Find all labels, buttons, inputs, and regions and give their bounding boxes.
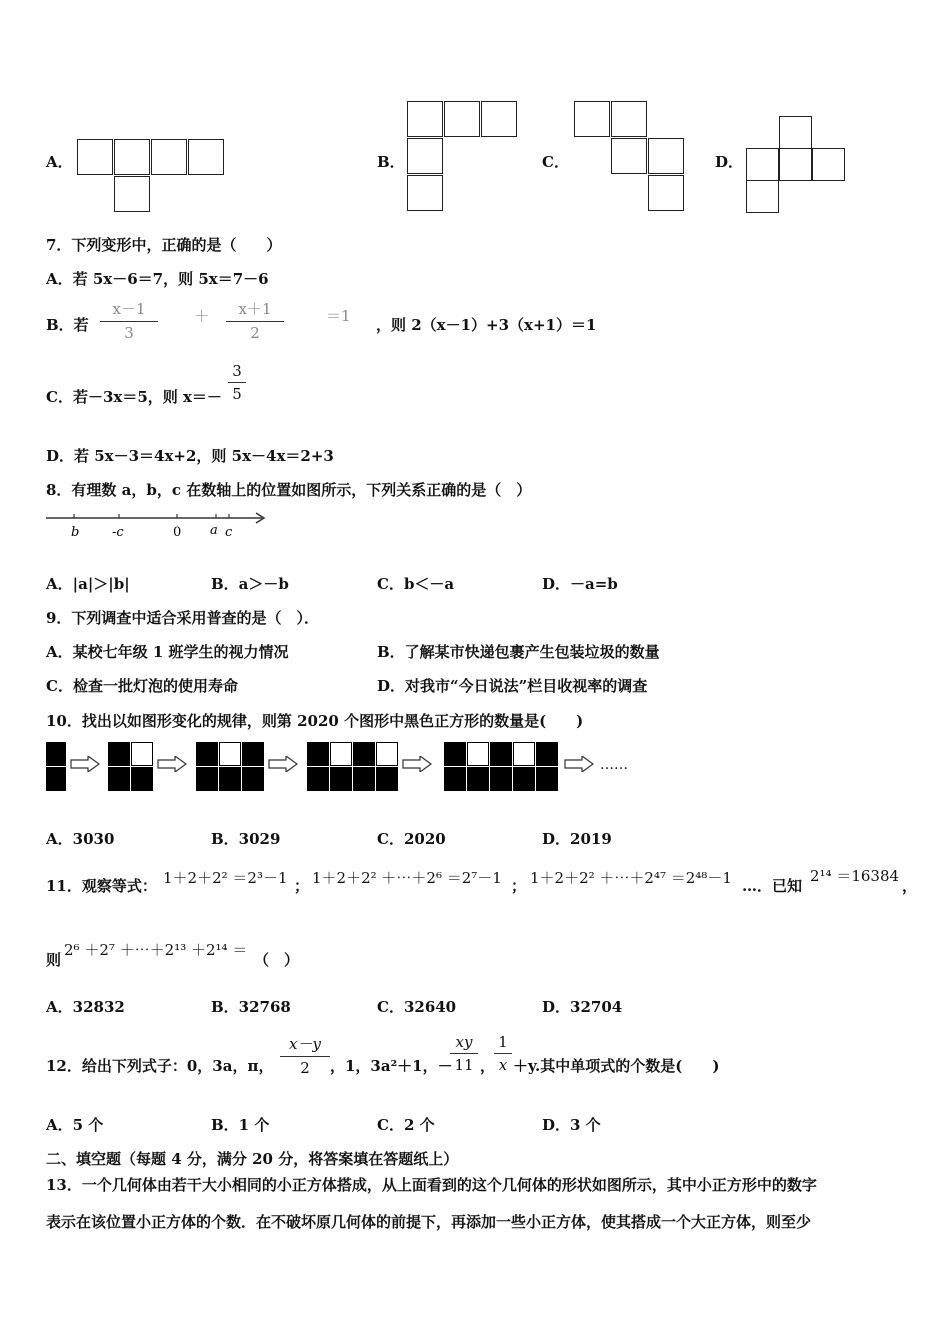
- q12-option-c: C．2 个: [377, 1116, 435, 1134]
- q11-comma: ，: [902, 877, 918, 895]
- q11-expression: 2⁶ ＋2⁷ ＋⋯＋2¹³ ＋2¹⁴ ＝: [64, 941, 248, 959]
- q7-c-num: 3: [232, 362, 242, 380]
- q12-option-d: D．3 个: [542, 1116, 601, 1134]
- q8-option-a: A．|a|＞|b|: [46, 575, 130, 593]
- option-a-label: A．: [46, 153, 73, 171]
- q12-fraction-1: [280, 1033, 330, 1077]
- q10-option-b: B．3029: [211, 830, 281, 848]
- q13-line-1: 13．一个几何体由若干大小相同的小正方体搭成，从上面看到的这个几何体的形状如图所示，其中小正方形中的数字: [46, 1176, 817, 1194]
- q11-sep-2: ；: [511, 877, 527, 895]
- q12-tail: ＋y.其中单项式的个数是( ): [513, 1057, 720, 1075]
- q7-b-frac1-den: 3: [124, 324, 134, 342]
- q12-f3-num: 1: [498, 1033, 508, 1051]
- q12-f3-den: x: [498, 1056, 508, 1074]
- q7-b-fraction-2: [226, 298, 284, 342]
- option-d-label: D．: [715, 153, 744, 171]
- q10-stem: 10．找出以如图形变化的规律，则第 2020 个图形中黑色正方形的数量是( ): [46, 712, 584, 730]
- q11-equation-2: 1＋2＋2² ＋⋯＋2⁶ ＝2⁷－1: [312, 869, 502, 887]
- q11-option-a: A．32832: [46, 998, 125, 1016]
- q11-equation-1: 1＋2＋2² ＝2³－1: [163, 869, 288, 887]
- q10-option-d: D．2019: [542, 830, 612, 848]
- q7-b-eq: ＝1: [326, 307, 351, 325]
- q11-option-b: B．32768: [211, 998, 291, 1016]
- number-line: [44, 506, 270, 540]
- q12-f1-den: 2: [300, 1059, 310, 1077]
- q11-known-prefix: …．已知: [742, 877, 803, 895]
- q9-option-b: B．了解某市快递包裹产生包装垃圾的数量: [377, 643, 660, 661]
- q12-f2-num: xy: [455, 1033, 473, 1051]
- q11-equation-3: 1＋2＋2² ＋⋯＋2⁴⁷ ＝2⁴⁸－1: [530, 869, 732, 887]
- q7-b-frac1-num: x－1: [112, 300, 146, 318]
- q7-b-frac2-num: x＋1: [238, 300, 272, 318]
- q11-option-c: C．32640: [377, 998, 457, 1016]
- axis-label-a: a: [210, 523, 218, 538]
- q7-option-d: D．若 5x－3＝4x+2，则 5x－4x＝2+3: [46, 447, 334, 465]
- axis-label-neg-c: -c: [112, 525, 124, 540]
- q12-middle: ，1，3a²＋1，－: [330, 1057, 453, 1075]
- q11-option-d: D．32704: [542, 998, 623, 1016]
- option-c-label: C．: [542, 153, 569, 171]
- q10-option-c: C．2020: [377, 830, 446, 848]
- q11-sep-1: ；: [294, 877, 310, 895]
- option-b-label: B．: [377, 153, 405, 171]
- q7-option-a: A．若 5x－6＝7，则 5x＝7－6: [46, 270, 269, 288]
- q9-stem: 9．下列调查中适合采用普查的是（ ）．: [46, 609, 319, 627]
- q9-option-d: D．对我市“今日说法”栏目收视率的调查: [377, 677, 648, 695]
- q11-then: 则: [46, 951, 62, 969]
- q12-option-a: A．5 个: [46, 1116, 104, 1134]
- section-2-title: 二、填空题（每题 4 分，满分 20 分，将答案填在答题纸上）: [46, 1150, 459, 1168]
- q8-option-d: D．－a=b: [542, 575, 618, 593]
- q7-stem: 7．下列变形中，正确的是（ ）: [46, 236, 282, 254]
- q10-option-a: A．3030: [46, 830, 115, 848]
- q12-f2-den: 11: [454, 1056, 474, 1074]
- q7-b-plus: ＋: [194, 307, 210, 325]
- q8-option-c: C．b＜－a: [377, 575, 455, 593]
- q7-option-b-prefix: B．若: [46, 316, 89, 334]
- q11-answer-paren: （ ）: [254, 951, 300, 969]
- q9-option-c: C．检查一批灯泡的使用寿命: [46, 677, 238, 695]
- q12-stem: 12．给出下列式子：0，3a，π，: [46, 1057, 274, 1075]
- q7-c-den: 5: [232, 385, 242, 403]
- q7-c-fraction: [228, 362, 246, 403]
- q12-comma: ，: [480, 1057, 496, 1075]
- q7-option-c: C．若－3x＝5，则 x＝－: [46, 388, 222, 406]
- q7-option-b-suffix: ，则 2（x－1）+3（x+1）＝1: [376, 316, 597, 334]
- q7-b-fraction-1: [100, 298, 158, 342]
- q12-fraction-3: [494, 1033, 512, 1074]
- q8-option-b: B．a＞－b: [211, 575, 289, 593]
- q10-ellipsis: ……: [600, 757, 628, 773]
- q8-stem: 8．有理数 a，b，c 在数轴上的位置如图所示，下列关系正确的是（ ）: [46, 481, 532, 499]
- q7-b-frac2-den: 2: [250, 324, 260, 342]
- axis-label-b: b: [71, 525, 80, 540]
- q11-stem: 11．观察等式：: [46, 877, 157, 895]
- q11-known-value: 2¹⁴ ＝16384: [810, 867, 900, 885]
- q12-option-b: B．1 个: [211, 1116, 270, 1134]
- q12-fraction-2: [450, 1033, 478, 1074]
- q9-option-a: A．某校七年级 1 班学生的视力情况: [46, 643, 289, 661]
- q12-f1-num: x－y: [289, 1035, 321, 1053]
- axis-label-zero: 0: [173, 525, 182, 540]
- axis-label-c: c: [225, 525, 233, 540]
- q13-line-2: 表示在该位置小正方体的个数．在不破坏原几何体的前提下，再添加一些小正方体，使其搭成一个大正方体，则至少: [46, 1213, 812, 1231]
